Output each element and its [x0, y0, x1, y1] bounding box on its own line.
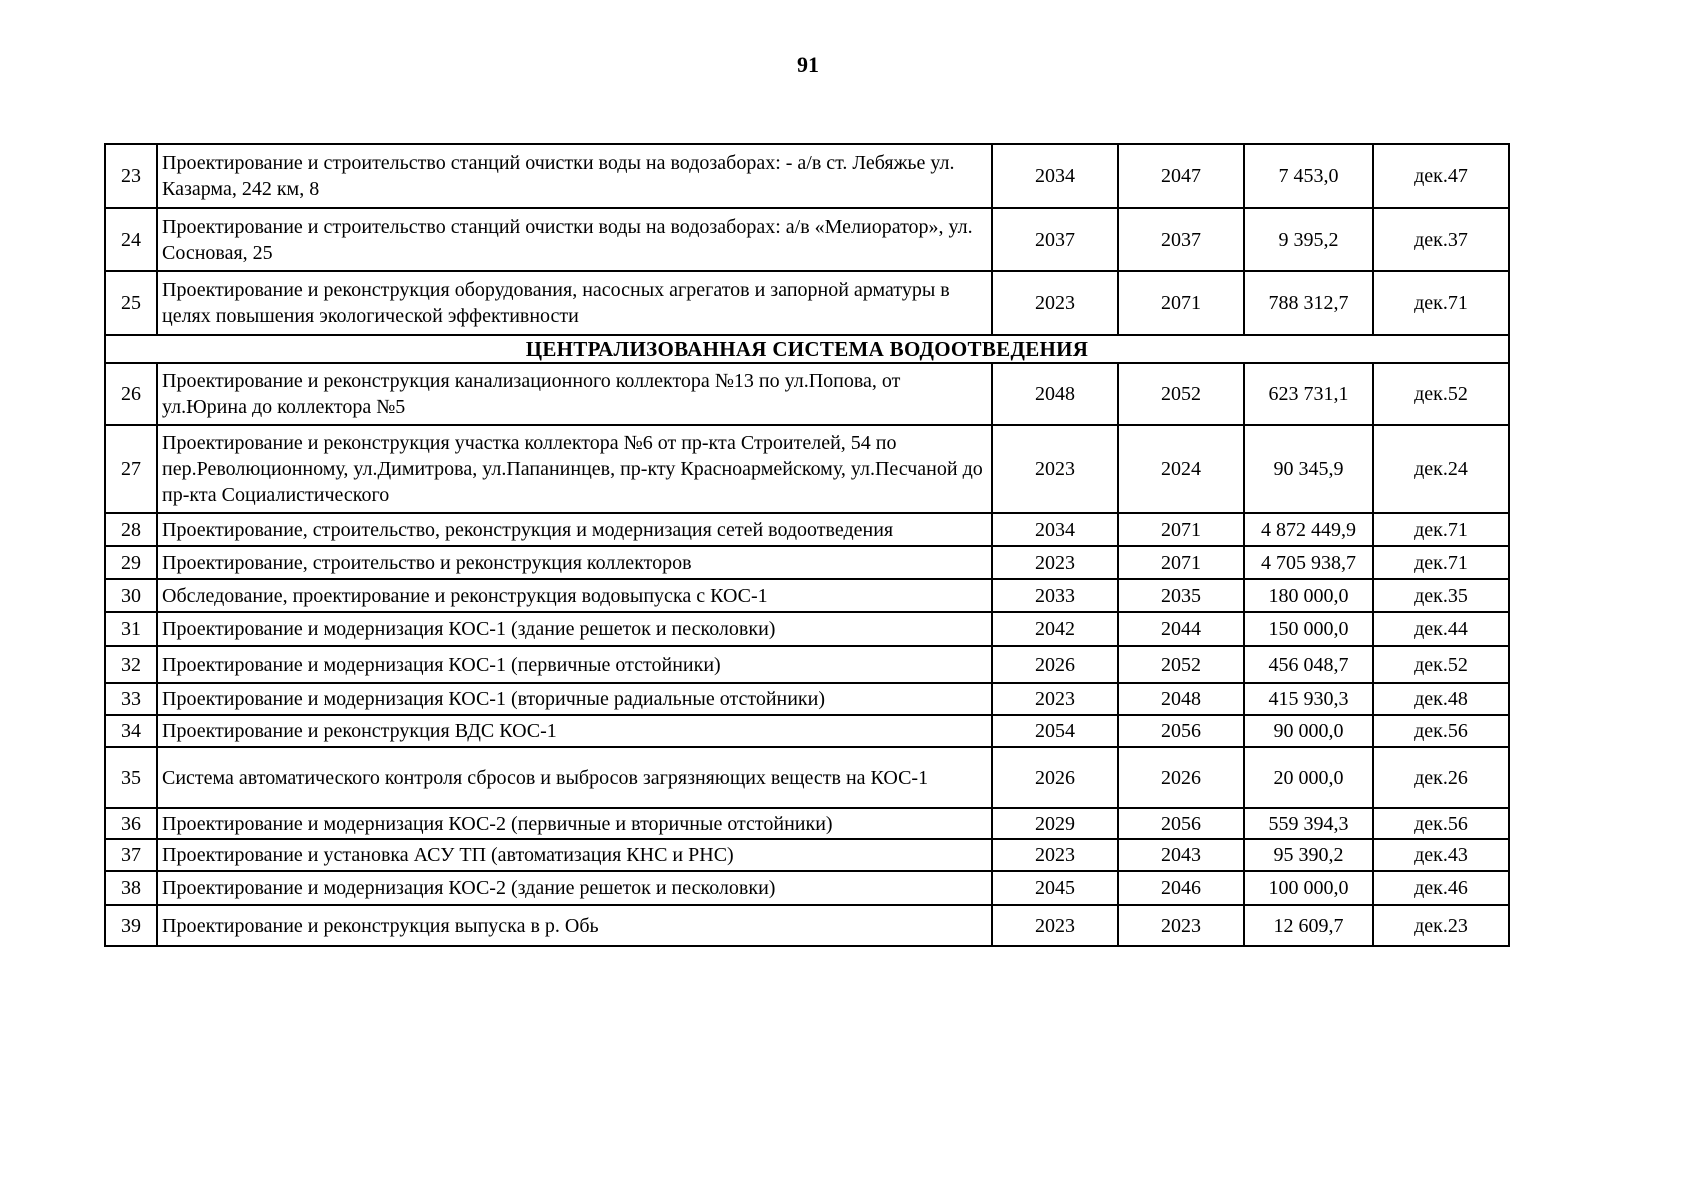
- cell-end: 2035: [1118, 579, 1244, 612]
- cell-deadline: дек.71: [1373, 513, 1509, 546]
- cell-cost: 12 609,7: [1244, 905, 1373, 946]
- table-row: [105, 579, 1509, 612]
- cell-end: 2047: [1118, 144, 1244, 208]
- cell-name: Проектирование и установка АСУ ТП (автоматизация КНС и РНС): [157, 839, 992, 871]
- table-row: [105, 271, 1509, 335]
- cell-start: 2023: [992, 905, 1118, 946]
- cell-num: 30: [105, 579, 157, 612]
- cell-start: 2033: [992, 579, 1118, 612]
- cell-cost: 20 000,0: [1244, 747, 1373, 808]
- table-section-header: [105, 335, 1509, 363]
- cell-name: Проектирование, строительство и реконструкция коллекторов: [157, 546, 992, 579]
- table-row: [105, 208, 1509, 271]
- cell-end: 2052: [1118, 646, 1244, 683]
- cell-name: Проектирование и строительство станций очистки воды на водозаборах: - а/в ст. Лебяжье ул. Казарма, 242 км, 8: [157, 144, 992, 208]
- section-row: [105, 335, 1509, 363]
- cell-end: 2048: [1118, 683, 1244, 715]
- cell-cost: 95 390,2: [1244, 839, 1373, 871]
- cell-cost: 623 731,1: [1244, 363, 1373, 425]
- cell-name: Система автоматического контроля сбросов и выбросов загрязняющих веществ на КОС-1: [157, 747, 992, 808]
- table-row: [105, 546, 1509, 579]
- cell-name: Проектирование и реконструкция выпуска в р. Обь: [157, 905, 992, 946]
- cell-cost: 100 000,0: [1244, 871, 1373, 905]
- cell-num: 33: [105, 683, 157, 715]
- cell-num: 24: [105, 208, 157, 271]
- cell-name: Проектирование и строительство станций очистки воды на водозаборах: а/в «Мелиоратор», ул. Сосновая, 25: [157, 208, 992, 271]
- projects-table: [104, 143, 1510, 947]
- cell-name: Обследование, проектирование и реконструкция водовыпуска с КОС-1: [157, 579, 992, 612]
- cell-deadline: дек.52: [1373, 646, 1509, 683]
- cell-num: 31: [105, 612, 157, 646]
- cell-start: 2023: [992, 839, 1118, 871]
- cell-num: 25: [105, 271, 157, 335]
- cell-name: Проектирование, строительство, реконструкция и модернизация сетей водоотведения: [157, 513, 992, 546]
- cell-name: Проектирование и модернизация КОС-2 (первичные и вторичные отстойники): [157, 808, 992, 839]
- cell-deadline: дек.23: [1373, 905, 1509, 946]
- cell-start: 2029: [992, 808, 1118, 839]
- cell-end: 2044: [1118, 612, 1244, 646]
- cell-start: 2023: [992, 425, 1118, 513]
- cell-deadline: дек.56: [1373, 808, 1509, 839]
- cell-cost: 180 000,0: [1244, 579, 1373, 612]
- cell-cost: 456 048,7: [1244, 646, 1373, 683]
- cell-num: 36: [105, 808, 157, 839]
- cell-deadline: дек.37: [1373, 208, 1509, 271]
- table-row: [105, 905, 1509, 946]
- table-row: [105, 808, 1509, 839]
- cell-num: 26: [105, 363, 157, 425]
- cell-start: 2045: [992, 871, 1118, 905]
- cell-num: 38: [105, 871, 157, 905]
- table-row: [105, 871, 1509, 905]
- cell-name: Проектирование и реконструкция участка коллектора №6 от пр-кта Строителей, 54 по пер.Революционному, ул.Димитрова, ул.Папанинцев, пр-кту Красноармейскому, ул.Песчаной до пр-кта Социалистического: [157, 425, 992, 513]
- table-body-water-supply: [105, 144, 1509, 335]
- cell-end: 2023: [1118, 905, 1244, 946]
- table-row: [105, 646, 1509, 683]
- table-row: [105, 363, 1509, 425]
- cell-end: 2024: [1118, 425, 1244, 513]
- cell-deadline: дек.71: [1373, 546, 1509, 579]
- cell-start: 2034: [992, 513, 1118, 546]
- cell-start: 2023: [992, 546, 1118, 579]
- cell-start: 2023: [992, 683, 1118, 715]
- cell-name: Проектирование и реконструкция канализационного коллектора №13 по ул.Попова, от ул.Юрина до коллектора №5: [157, 363, 992, 425]
- cell-num: 34: [105, 715, 157, 747]
- cell-deadline: дек.47: [1373, 144, 1509, 208]
- cell-deadline: дек.26: [1373, 747, 1509, 808]
- cell-num: 32: [105, 646, 157, 683]
- cell-name: Проектирование и реконструкция ВДС КОС-1: [157, 715, 992, 747]
- cell-cost: 415 930,3: [1244, 683, 1373, 715]
- cell-cost: 4 872 449,9: [1244, 513, 1373, 546]
- cell-name: Проектирование и модернизация КОС-1 (вторичные радиальные отстойники): [157, 683, 992, 715]
- cell-end: 2046: [1118, 871, 1244, 905]
- cell-start: 2026: [992, 747, 1118, 808]
- cell-deadline: дек.46: [1373, 871, 1509, 905]
- page-number: 91: [797, 52, 819, 77]
- cell-end: 2043: [1118, 839, 1244, 871]
- cell-start: 2026: [992, 646, 1118, 683]
- cell-end: 2052: [1118, 363, 1244, 425]
- cell-deadline: дек.35: [1373, 579, 1509, 612]
- cell-num: 39: [105, 905, 157, 946]
- cell-num: 29: [105, 546, 157, 579]
- cell-cost: 7 453,0: [1244, 144, 1373, 208]
- cell-deadline: дек.43: [1373, 839, 1509, 871]
- cell-start: 2048: [992, 363, 1118, 425]
- cell-deadline: дек.52: [1373, 363, 1509, 425]
- cell-end: 2026: [1118, 747, 1244, 808]
- table-row: [105, 425, 1509, 513]
- table-row: [105, 144, 1509, 208]
- cell-start: 2054: [992, 715, 1118, 747]
- cell-cost: 9 395,2: [1244, 208, 1373, 271]
- table-row: [105, 747, 1509, 808]
- cell-end: 2071: [1118, 513, 1244, 546]
- cell-deadline: дек.48: [1373, 683, 1509, 715]
- cell-name: Проектирование и реконструкция оборудования, насосных агрегатов и запорной арматуры в целях повышения экологической эффективности: [157, 271, 992, 335]
- cell-end: 2071: [1118, 546, 1244, 579]
- cell-num: 35: [105, 747, 157, 808]
- cell-start: 2037: [992, 208, 1118, 271]
- cell-end: 2056: [1118, 808, 1244, 839]
- cell-num: 28: [105, 513, 157, 546]
- cell-start: 2034: [992, 144, 1118, 208]
- cell-deadline: дек.44: [1373, 612, 1509, 646]
- cell-num: 23: [105, 144, 157, 208]
- cell-num: 27: [105, 425, 157, 513]
- cell-name: Проектирование и модернизация КОС-1 (здание решеток и песколовки): [157, 612, 992, 646]
- cell-deadline: дек.56: [1373, 715, 1509, 747]
- table-row: [105, 683, 1509, 715]
- cell-deadline: дек.71: [1373, 271, 1509, 335]
- cell-name: Проектирование и модернизация КОС-2 (здание решеток и песколовки): [157, 871, 992, 905]
- table-row: [105, 839, 1509, 871]
- cell-cost: 559 394,3: [1244, 808, 1373, 839]
- table-body-wastewater: [105, 363, 1509, 946]
- cell-cost: 90 000,0: [1244, 715, 1373, 747]
- cell-cost: 150 000,0: [1244, 612, 1373, 646]
- table-row: [105, 715, 1509, 747]
- cell-num: 37: [105, 839, 157, 871]
- cell-end: 2071: [1118, 271, 1244, 335]
- cell-start: 2042: [992, 612, 1118, 646]
- section-title: ЦЕНТРАЛИЗОВАННАЯ СИСТЕМА ВОДООТВЕДЕНИЯ: [105, 335, 1509, 363]
- cell-end: 2056: [1118, 715, 1244, 747]
- cell-name: Проектирование и модернизация КОС-1 (первичные отстойники): [157, 646, 992, 683]
- cell-cost: 90 345,9: [1244, 425, 1373, 513]
- cell-end: 2037: [1118, 208, 1244, 271]
- table-row: [105, 612, 1509, 646]
- table-row: [105, 513, 1509, 546]
- cell-deadline: дек.24: [1373, 425, 1509, 513]
- cell-cost: 4 705 938,7: [1244, 546, 1373, 579]
- cell-cost: 788 312,7: [1244, 271, 1373, 335]
- cell-start: 2023: [992, 271, 1118, 335]
